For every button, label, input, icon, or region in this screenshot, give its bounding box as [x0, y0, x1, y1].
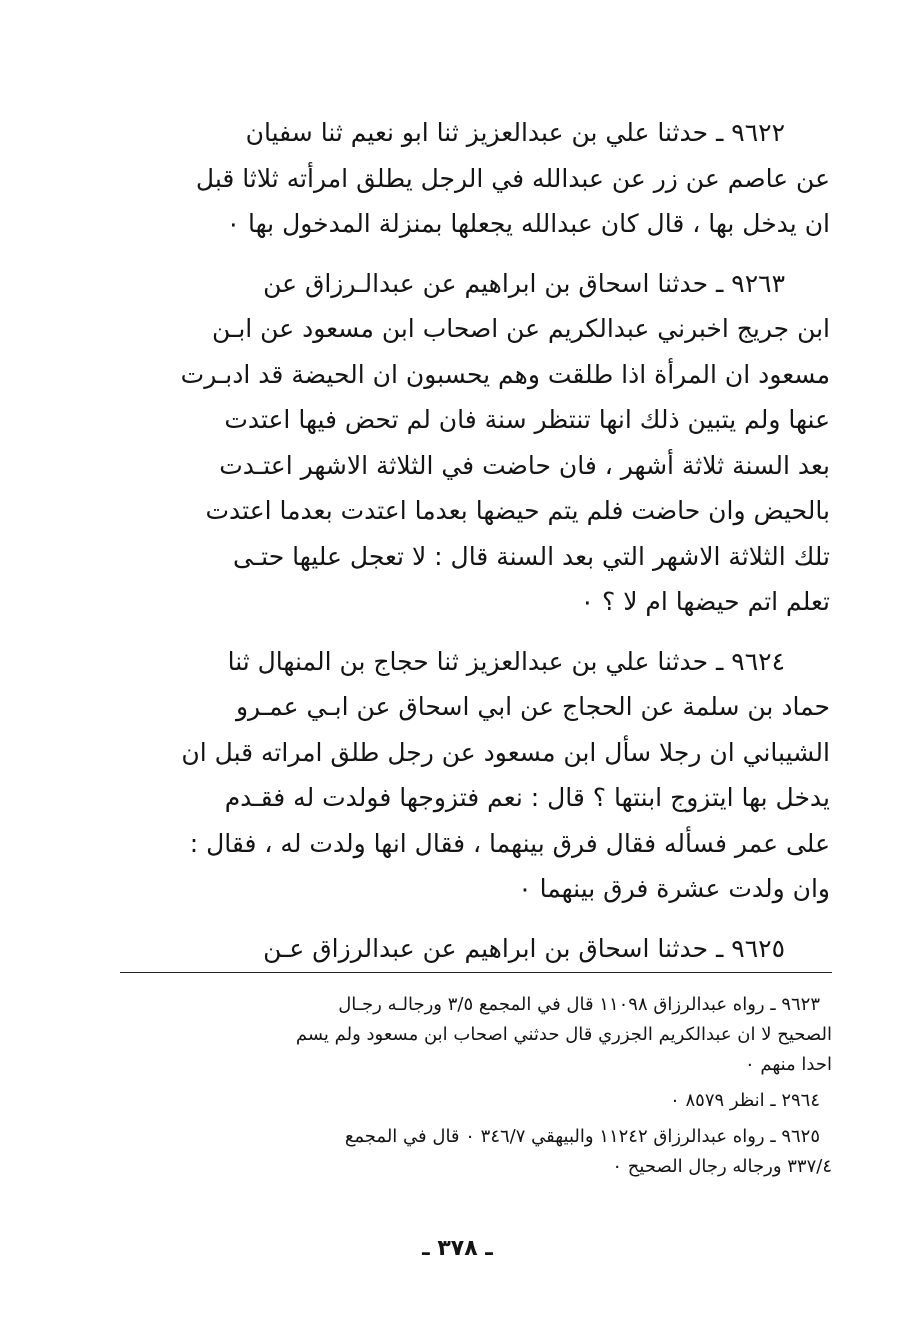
footnote-separator	[120, 972, 832, 973]
footnote-line: احدا منهم ٠	[744, 1054, 832, 1075]
text-line: عنها ولم يتبين ذلك انها تنتظر سنة فان لم تحض فيها اعتدت	[224, 405, 830, 434]
footnote-line: ٢٩٦٤ ـ انظر ٨٥٧٩ ٠	[670, 1090, 820, 1111]
hadith-9622	[120, 110, 830, 247]
footnote-2964	[120, 1086, 832, 1116]
footnote-9623	[120, 990, 832, 1080]
text-line: بالحيض وان حاضت فلم يتم حيضها بعدما اعتدت بعدما اعتدت	[205, 496, 830, 525]
footnote-line: ٣٣٧/٤ ورجاله رجال الصحيح ٠	[612, 1156, 832, 1177]
text-line: حماد بن سلمة عن الحجاج عن ابي اسحاق عن ابـي عمـرو	[235, 692, 830, 721]
text-line: تعلم اتم حيضها ام لا ؟ ٠	[580, 587, 830, 616]
main-text	[120, 110, 830, 985]
text-line: مسعود ان المرأة اذا طلقت وهم يحسبون ان الحيضة قد ادبـرت	[180, 359, 830, 389]
page-number: ـ ٣٧٨ ـ	[422, 1236, 493, 1261]
text-line: ان يدخل بها ، قال كان عبدالله يجعلها بمنزلة المدخول بها ٠	[226, 209, 830, 238]
text-line: يدخل بها ايتزوج ابنتها ؟ قال : نعم فتزوجها فولدت له فقـدم	[224, 783, 830, 812]
footnotes	[120, 990, 832, 1188]
text-line: تلك الثلاثة الاشهر التي بعد السنة قال : لا تعجل عليها حتـى	[232, 541, 830, 571]
hadith-9263	[120, 261, 830, 625]
text-line: ابن جريج اخبرني عبدالكريم عن اصحاب ابن مسعود عن ابـن	[211, 314, 830, 343]
hadith-9625	[120, 926, 830, 972]
text-line: على عمر فسأله فقال فرق بينهما ، فقال انها ولدت له ، فقال :	[189, 828, 830, 858]
footnote-line: ٩٦٢٣ ـ رواه عبدالرزاق ١١٠٩٨ قال في المجمع ٣/٥ ورجالـه رجـال	[338, 994, 820, 1015]
footnote-line: ٩٦٢٥ ـ رواه عبدالرزاق ١١٢٤٢ والبيهقي ٣٤٦/٧ ٠ قال في المجمع	[344, 1126, 820, 1147]
text-line: عن عاصم عن زر عن عبدالله في الرجل يطلق امرأته ثلاثا قبل	[195, 163, 830, 193]
text-line: ٩٦٢٤ ـ حدثنا علي بن عبدالعزيز ثنا حجاج بن المنهال ثنا	[227, 646, 785, 676]
footnote-9625	[120, 1122, 832, 1182]
text-line: وان ولدت عشرة فرق بينهما ٠	[518, 874, 830, 903]
text-line: ٩٦٢٢ ـ حدثنا علي بن عبدالعزيز ثنا ابو نعيم ثنا سفيان	[245, 118, 785, 147]
text-line: بعد السنة ثلاثة أشهر ، فان حاضت في الثلاثة الاشهر اعتـدت	[219, 450, 830, 480]
text-line: ٩٢٦٣ ـ حدثنا اسحاق بن ابراهيم عن عبدالـرزاق عن	[263, 268, 785, 298]
hadith-9624	[120, 639, 830, 912]
footnote-line: الصحيح لا ان عبدالكريم الجزري قال حدثني اصحاب ابن مسعود ولم يسم	[295, 1024, 832, 1045]
text-line: الشيباني ان رجلا سأل ابن مسعود عن رجل طلق امراته قبل ان	[181, 737, 830, 767]
text-line: ٩٦٢٥ ـ حدثنا اسحاق بن ابراهيم عن عبدالرزاق عـن	[263, 933, 785, 963]
